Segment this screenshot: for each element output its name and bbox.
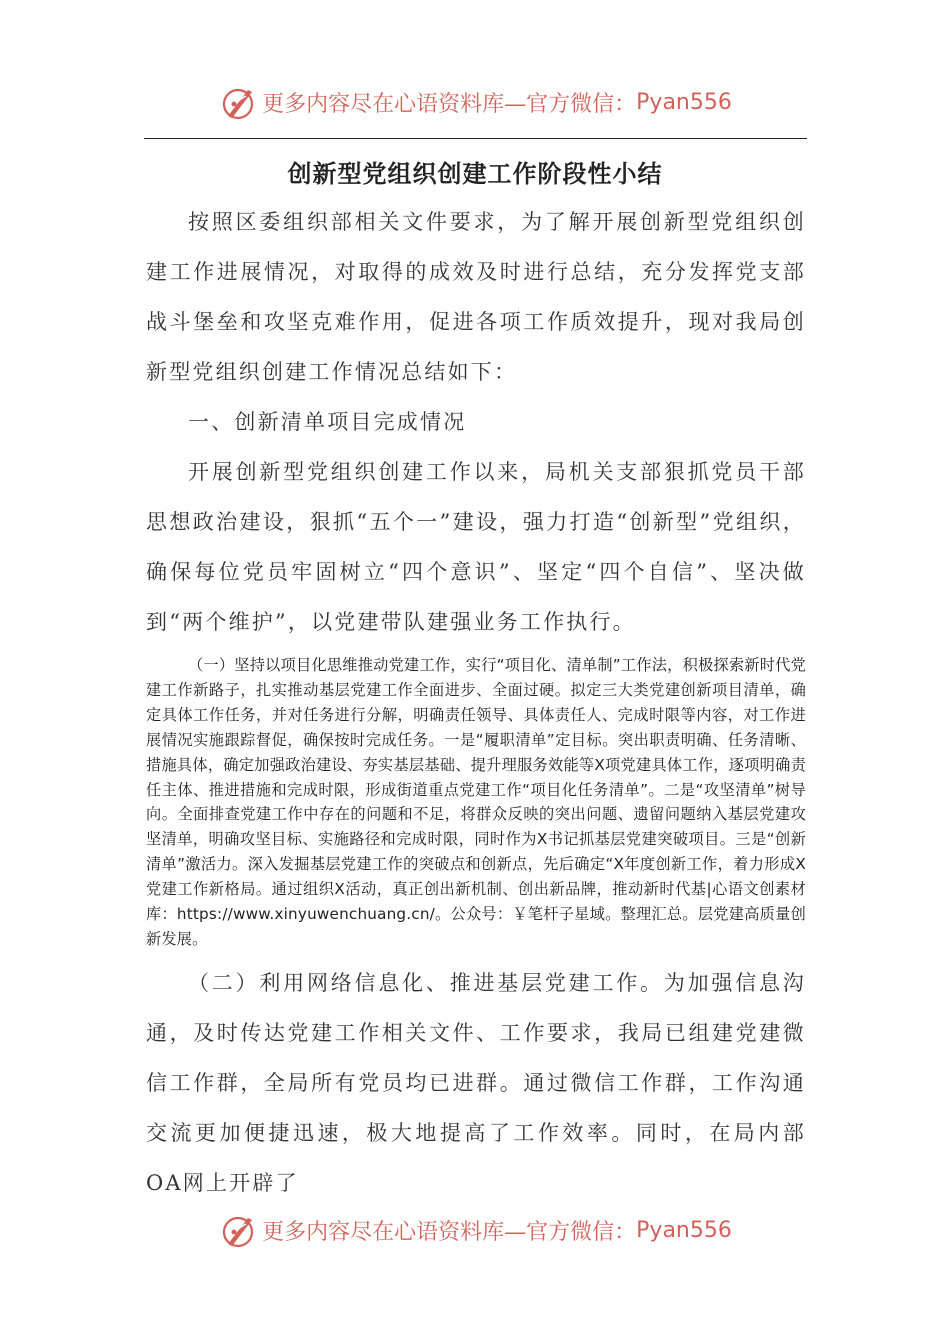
banner-wechat-id: Pyan556: [636, 89, 732, 115]
footer-wechat-id: Pyan556: [636, 1217, 732, 1243]
quill-logo-icon: [218, 1210, 258, 1250]
header-banner: [0, 80, 950, 124]
document-body: [146, 197, 806, 1208]
section-paragraph: 开展创新型党组织创建工作以来，局机关支部狠抓党员干部思想政治建设，狠抓“五个一”建设，强力打造“创新型”党组织，确保每位党员牢固树立“四个意识”、坚定“四个自信”、坚决做到“两个维护”，以党建带队建强业务工作执行。: [146, 460, 806, 634]
header-divider: [144, 138, 807, 139]
banner-site-text: 更多内容尽在心语资料库: [262, 91, 505, 117]
quill-logo-icon: [218, 82, 258, 122]
subsection-two-paragraph: （二）利用网络信息化、推进基层党建工作。为加强信息沟通，及时传达党建工作相关文件、工作要求，我局已组建党建微信工作群，全局所有党员均已进群。通过微信工作群，工作沟通交流更加便捷迅速，极大地提高了工作效率。同时，在局内部OA网上开辟了: [146, 970, 806, 1195]
footer-site-text: 更多内容尽在心语资料库: [262, 1219, 505, 1245]
footer-wechat-label: —官方微信：: [504, 1219, 637, 1245]
section-heading: 一、创新清单项目完成情况: [188, 410, 467, 434]
banner-wechat-label: —官方微信：: [504, 91, 637, 117]
subsection-one-paragraph: （一）坚持以项目化思维推动党建工作，实行“项目化、清单制”工作法，积极探索新时代党建工作新路子，扎实推动基层党建工作全面进步、全面过硬。拟定三大类党建创新项目清单，确定具体工作任务，并对任务进行分解，明确责任领导、具体责任人、完成时限等内容，对工作进展情况实施跟踪督促，确保按时完成任务。一是“履职清单”定目标。突出职责明确、任务清晰、措施具体，确定加强政治建设、夯实基层基础、提升理服务效能等X项党建具体工作，逐项明确责任主体、推进措施和完成时限，形成街道重点党建工作“项目化任务清单”。二是“攻坚清单”树导向。全面排查党建工作中存在的问题和不足，将群众反映的突出问题、遗留问题纳入基层党建攻坚清单，明确攻坚目标、实施路径和完成时限，同时作为X书记抓基层党建突破项目。三是“创新清单”激活力。深入发掘基层党建工作的突破点和创新点，先后确定“X年度创新工作，着力形成X党建工作新格局。通过组织X活动，真正创出新机制、创出新品牌，推动新时代基|心语文创素材库：https://www.xinyuwenchuang.cn/。公众号：￥笔杆子星域。整理汇总。层党建高质量创新发展。: [146, 656, 806, 948]
intro-paragraph: 按照区委组织部相关文件要求，为了解开展创新型党组织创建工作进展情况，对取得的成效及时进行总结，充分发挥党支部战斗堡垒和攻坚克难作用，促进各项工作质效提升，现对我局创新型党组织创建工作情况总结如下：: [146, 210, 806, 384]
page-title: 创新型党组织创建工作阶段性小结: [287, 160, 663, 188]
footer-banner: [0, 1208, 950, 1252]
